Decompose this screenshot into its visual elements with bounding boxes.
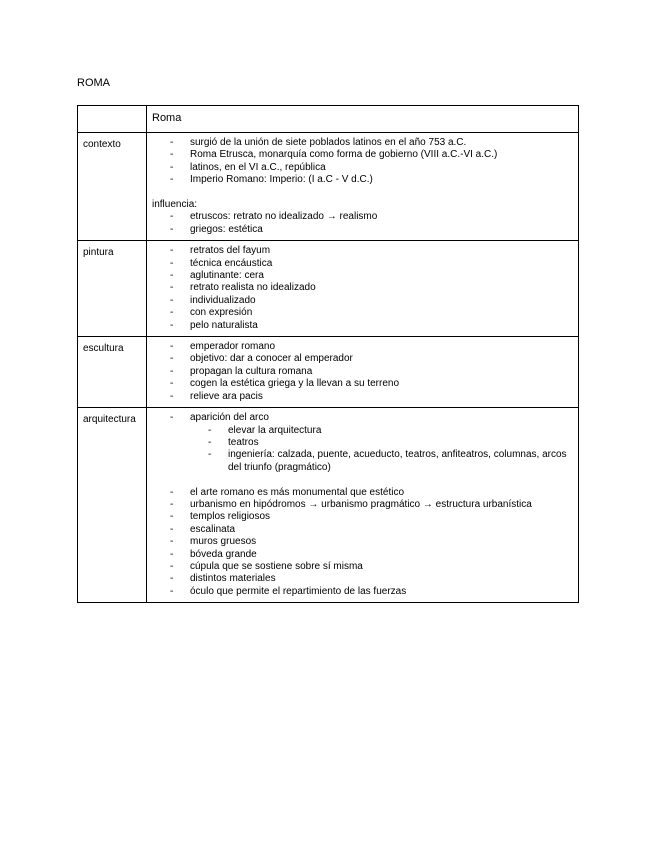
row-content xyxy=(147,408,579,603)
list-item xyxy=(152,499,573,511)
list-item-text: muros gruesos xyxy=(190,536,257,548)
list-item-text: bóveda grande xyxy=(190,548,257,560)
bullet-dash: - xyxy=(170,498,174,510)
sub-list-item xyxy=(152,437,573,449)
list-item-text: cogen la estética griega y la llevan a su terreno xyxy=(190,378,400,390)
spacer xyxy=(152,187,573,199)
list-item xyxy=(152,561,573,573)
list-item-text: cúpula que se sostiene sobre sí misma xyxy=(190,560,363,572)
table-row xyxy=(78,408,579,603)
bullet-dash: - xyxy=(170,211,174,223)
list-item xyxy=(152,320,573,332)
list-item-text: con expresión xyxy=(190,307,253,319)
list-item-text: elevar la arquitectura xyxy=(228,424,322,436)
list-item xyxy=(152,211,573,223)
bullet-dash: - xyxy=(170,245,174,257)
bullet-dash: - xyxy=(170,365,174,377)
bullet-dash: - xyxy=(170,486,174,498)
bullet-dash: - xyxy=(170,412,174,424)
subheading-text: influencia: xyxy=(152,199,198,211)
list-item xyxy=(152,378,573,390)
list-item-text: teatros xyxy=(228,436,259,448)
bullet-dash: - xyxy=(170,294,174,306)
bullet-dash: - xyxy=(170,573,174,585)
bullet-dash: - xyxy=(170,174,174,186)
list-item xyxy=(152,258,573,270)
bullet-dash: - xyxy=(170,223,174,235)
bullet-dash: - xyxy=(208,449,212,461)
table-header-cell: Roma xyxy=(147,106,579,133)
bullet-dash: - xyxy=(208,424,212,436)
list-item xyxy=(152,282,573,294)
list-item xyxy=(152,391,573,403)
bullet-dash: - xyxy=(170,523,174,535)
list-item-text: propagan la cultura romana xyxy=(190,365,313,377)
list-item-text: surgió de la unión de siete poblados latinos en el año 753 a.C. xyxy=(190,137,467,148)
bullet-dash: - xyxy=(170,560,174,572)
bullet-dash: - xyxy=(170,319,174,331)
row-label: pintura xyxy=(78,241,147,337)
bullet-dash: - xyxy=(170,341,174,353)
list-item xyxy=(152,137,573,149)
bullet-dash: - xyxy=(208,436,212,448)
bullet-dash: - xyxy=(170,161,174,173)
list-item xyxy=(152,586,573,598)
list-item-text: distintos materiales xyxy=(190,573,276,585)
list-item xyxy=(152,224,573,236)
bullet-dash: - xyxy=(170,548,174,560)
row-content xyxy=(147,133,579,241)
list-item-text: técnica encáustica xyxy=(190,257,273,269)
list-item xyxy=(152,174,573,186)
list-item-text: el arte romano es más monumental que estético xyxy=(190,486,404,498)
bullet-dash: - xyxy=(170,353,174,365)
list-item-text: emperador romano xyxy=(190,341,276,353)
list-item-text: templos religiosos xyxy=(190,511,271,523)
list-item xyxy=(152,487,573,499)
row-content xyxy=(147,241,579,337)
bullet-dash: - xyxy=(170,149,174,161)
list-item-text: etruscos: retrato no idealizado → realismo xyxy=(190,211,378,223)
row-label: contexto xyxy=(78,133,147,241)
list-item xyxy=(152,573,573,585)
bullet-dash: - xyxy=(170,307,174,319)
list-item-text: urbanismo en hipódromos → urbanismo pragmático → estructura urbanística xyxy=(190,498,532,510)
bullet-dash: - xyxy=(170,378,174,390)
list-item-text: pelo naturalista xyxy=(190,319,258,331)
sub-list-item xyxy=(152,425,573,437)
list-item xyxy=(152,366,573,378)
row-label: escultura xyxy=(78,337,147,408)
list-item-text: Roma Etrusca, monarquía como forma de gobierno (VIII a.C.-VI a.C.) xyxy=(190,149,498,161)
list-item-text: escalinata xyxy=(190,523,236,535)
list-item-text: retrato realista no idealizado xyxy=(190,282,316,294)
bullet-dash: - xyxy=(170,282,174,294)
bullet-dash: - xyxy=(170,257,174,269)
header-empty-cell xyxy=(78,106,147,133)
list-item xyxy=(152,295,573,307)
list-item xyxy=(152,549,573,561)
list-item xyxy=(152,536,573,548)
list-item xyxy=(152,162,573,174)
sub-list-item xyxy=(152,449,573,474)
table-row xyxy=(78,133,579,241)
list-item-text: individualizado xyxy=(190,294,256,306)
table-row xyxy=(78,337,579,408)
list-item xyxy=(152,245,573,257)
list-item-text: ingeniería: calzada, puente, acueducto, teatros, anfiteatros, columnas, arcos del triunfo (pragmático) xyxy=(228,449,567,473)
list-item xyxy=(152,307,573,319)
list-item xyxy=(152,341,573,353)
list-item xyxy=(152,412,573,424)
bullet-dash: - xyxy=(170,511,174,523)
bullet-dash: - xyxy=(170,270,174,282)
list-item-text: relieve ara pacis xyxy=(190,390,263,402)
row-label: arquitectura xyxy=(78,408,147,603)
list-item xyxy=(152,511,573,523)
list-item-text: Imperio Romano: Imperio: (I a.C - V d.C.) xyxy=(190,174,373,186)
list-item-text: objetivo: dar a conocer al emperador xyxy=(190,353,353,365)
table-header-row xyxy=(78,106,579,133)
list-item xyxy=(152,353,573,365)
list-item-text: aparición del arco xyxy=(190,412,269,424)
bullet-dash: - xyxy=(170,536,174,548)
content-table xyxy=(77,105,579,603)
bullet-dash: - xyxy=(170,390,174,402)
list-item-text: aglutinante: cera xyxy=(190,270,264,282)
list-item xyxy=(152,270,573,282)
list-item-text: griegos: estética xyxy=(190,223,263,235)
document-title: ROMA xyxy=(77,77,110,89)
spacer xyxy=(152,474,573,486)
list-item-text: latinos, en el VI a.C., república xyxy=(190,161,326,173)
bullet-dash: - xyxy=(170,585,174,597)
list-item xyxy=(152,149,573,161)
bullet-dash: - xyxy=(170,137,174,148)
list-item xyxy=(152,524,573,536)
table-row xyxy=(78,241,579,337)
row-content xyxy=(147,337,579,408)
list-item-text: retratos del fayum xyxy=(190,245,271,257)
list-item-text: óculo que permite el repartimiento de las fuerzas xyxy=(190,585,407,597)
